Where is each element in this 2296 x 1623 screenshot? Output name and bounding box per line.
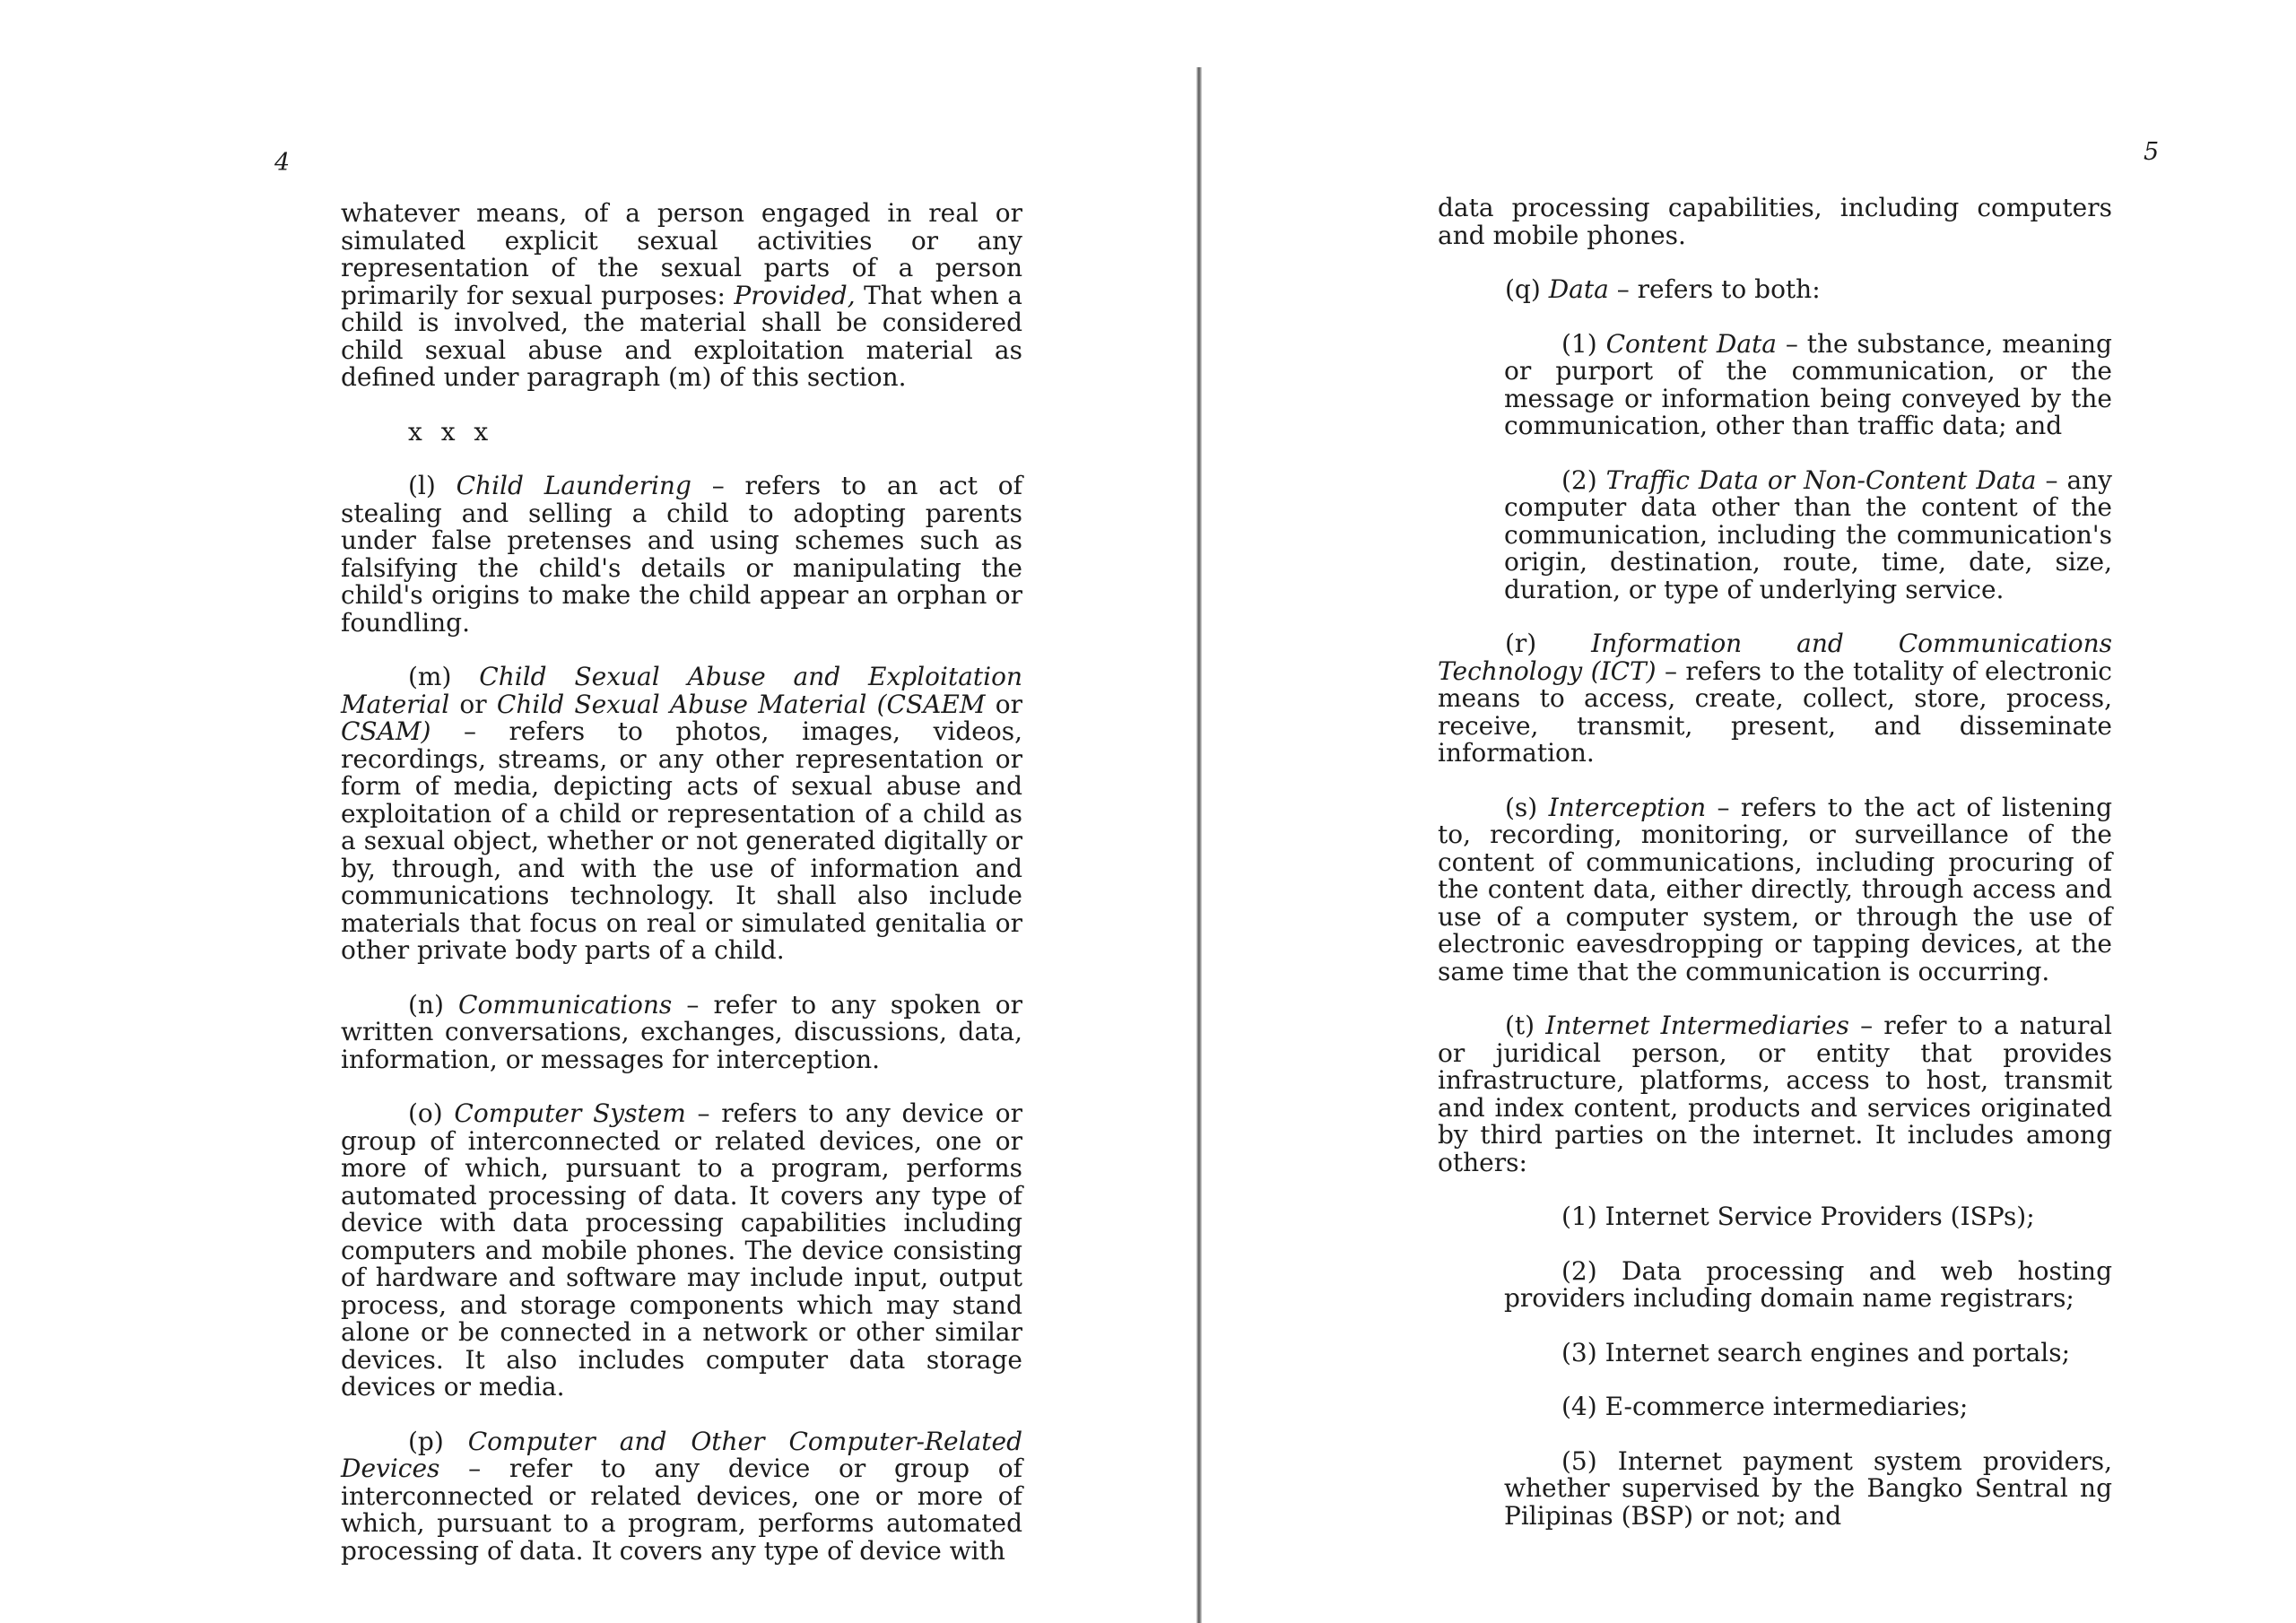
term-interception: Interception [1548,792,1707,822]
definition-o: (o) Computer System – refers to any device or group of interconnected or related devices, one or more of which, pursuant to a program, performs automated processing of data. It covers any type of device with data processing capabilities including computers and mobile phones. The device consisting of hardware and software may include input, output process, and storage components which may stand alone or be connected in a network or other similar devices. It also includes computer data storage devices or media. [341,1098,1022,1402]
right-column [1438,195,2112,1530]
definition-t: (t) Internet Intermediaries – refer to a natural or juridical person, or entity that provides infrastructure, platforms, access to host, transmit and index content, products and services originated by third parties on the internet. It includes among others: [1438,1011,2112,1177]
definition-n: (n) Communications – refer to any spoken or written conversations, exchanges, discussions, data, information, or messages for interception. [341,989,1022,1074]
term-computer-system: Computer System [454,1098,686,1128]
definition-q-2: (2) Traffic Data or Non-Content Data – any computer data other than the content of the communication, including the communication's origin, destination, route, time, date, size, duration, or type of underlying service. [1504,464,2112,604]
continuation-paragraph: whatever means, of a person engaged in real or simulated explicit sexual activities or any representation of the sexual parts of a person primarily for sexual purposes: Provided, That when a child is involved, the material shall be considered child sexual abuse and exploitation material as defined under paragraph (m) of this section. [341,198,1022,392]
continuation-paragraph: data processing capabilities, including computers and mobile phones. [1438,193,2112,250]
term-internet-intermediaries: Internet Intermediaries [1545,1011,1849,1040]
definition-p: (p) Computer and Other Computer-Related Devices – refer to any device or group of interconnected or related devices, one or more of which, pursuant to a program, performs automated processing of data. It covers any type of device with [341,1426,1022,1566]
right-page [1206,0,2296,1623]
definition-s: (s) Interception – refers to the act of listening to, recording, monitoring, or surveillance of the content of communications, including procuring of the content data, either directly, through access and use of a computer system, or through the use of electronic eavesdropping or tapping devices, at the same time that the communication is occurring. [1438,792,2113,986]
term-data: Data [1548,274,1609,304]
ellipsis-marker: x x x [408,416,494,447]
term-content-data: Content Data [1605,328,1777,359]
definition-q: (q) Data – refers to both: [1505,274,1821,304]
definition-l: (l) Child Laundering – refers to an act of stealing and selling a child to adopting parents under false pretenses and using schemes such as falsifying the child's details or manipulating the child's origins to make the child appear an orphan or foundling. [341,471,1023,638]
term-communications: Communications [458,989,673,1020]
binding-gutter [1196,67,1202,1623]
list-item: (2) Data processing and web hosting providers including domain name registrars; [1504,1255,2112,1313]
definition-m: (m) Child Sexual Abuse and Exploitation Material or Child Sexual Abuse Material (CSAEM or CSAM) – refers to photos, images, videos, recordings, streams, or any other representation or form of media, depicting acts of sexual abuse and exploitation of a child or representation of a child as a sexual object, whether or not generated digitally or by, through, and with the use of information and communications technology. It shall also include materials that focus on real or simulated genitalia or other private body parts of a child. [341,662,1022,965]
term-traffic-data: Traffic Data or Non-Content Data [1605,464,2037,495]
list-item: (4) E-commerce intermediaries; [1561,1392,1969,1421]
left-column [341,200,1022,1565]
list-item: (3) Internet search engines and portals; [1561,1337,2071,1367]
term-ict: Information and Communications Technology (ICT) [1438,629,2112,686]
definition-r: (r) Information and Communications Technology (ICT) – refers to the totality of electronic means to access, create, collect, store, process, receive, transmit, present, and disseminate information. [1438,629,2112,768]
term-csaem: Child Sexual Abuse and Exploitation Material [341,662,1022,719]
list-item: (1) Internet Service Providers (ISPs); [1561,1202,2035,1231]
list-item: (5) Internet payment system providers, whether supervised by the Bangko Sentral ng Pilipinas (BSP) or not; and [1504,1445,2112,1531]
term-computer-related-devices: Computer and Other Computer-Related Devices [341,1426,1022,1483]
page-number-left: 4 [274,149,291,177]
definition-q-1: (1) Content Data – the substance, meaning or purport of the communication, or the message or information being conveyed by the communication, other than traffic data; and [1504,328,2112,440]
page-number-right: 5 [2144,138,2160,166]
proviso-term: Provided, [734,280,856,310]
term-child-laundering: Child Laundering [456,471,691,500]
